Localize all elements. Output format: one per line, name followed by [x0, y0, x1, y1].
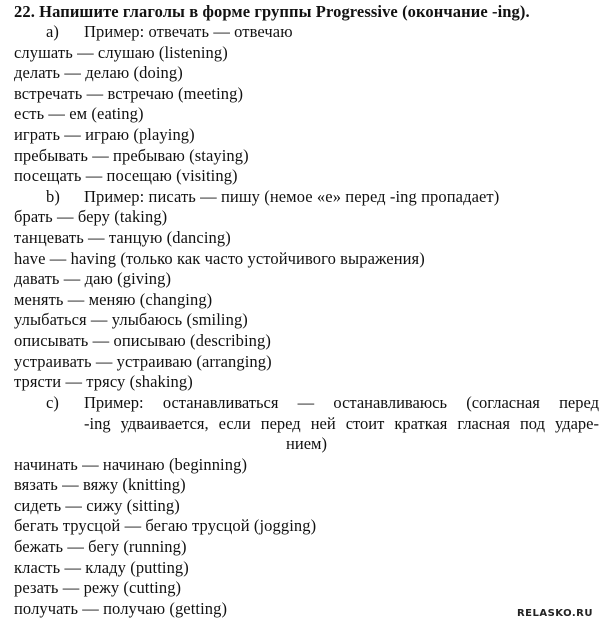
list-item: слушать — слушаю (listening) — [14, 42, 228, 62]
list-item: пребывать — пребываю (staying) — [14, 145, 249, 165]
section-b-marker: b) — [46, 186, 60, 206]
list-item: посещать — посещаю (visiting) — [14, 166, 238, 186]
section-c-example-line-3: нием) — [286, 434, 327, 454]
list-item: резать — режу (cutting) — [14, 578, 182, 598]
list-item: получать — получаю (getting) — [14, 598, 228, 618]
section-c-example-line-2: -ing удваивается, если перед ней стоит краткая гласная под ударе- — [84, 413, 599, 433]
site-watermark: RELASKO.RU — [516, 608, 593, 619]
section-a-example-line — [46, 22, 293, 42]
list-item: класть — кладу (putting) — [14, 557, 189, 577]
list-item: есть — ем (eating) — [14, 104, 144, 124]
list-item: have — having (только как часто устойчивого выражения) — [14, 248, 425, 268]
list-item: начинать — начинаю (beginning) — [14, 454, 248, 474]
list-item: встречать — встречаю (meeting) — [14, 83, 244, 103]
section-b-example-line — [46, 187, 499, 207]
section-c-example — [14, 393, 599, 455]
list-item: сидеть — сижу (sitting) — [14, 495, 180, 515]
list-item: давать — даю (giving) — [14, 269, 172, 289]
list-item: играть — играю (playing) — [14, 125, 195, 144]
section-a-marker: a) — [46, 22, 60, 41]
section-c-example-line-1: c) Пример: останавливаться — останавливаюсь (согласная перед — [46, 392, 599, 412]
exercise-heading: 22. Напишите глаголы в форме группы Progressive (окончание -ing). — [14, 2, 530, 21]
list-item: трясти — трясу (shaking) — [14, 372, 193, 392]
list-item: брать — беру (taking) — [14, 207, 168, 227]
list-item: менять — меняю (changing) — [14, 289, 213, 309]
list-item: танцевать — танцую (dancing) — [14, 228, 231, 247]
list-item: бежать — бегу (running) — [14, 537, 187, 556]
list-item: описывать — описываю (describing) — [14, 331, 271, 350]
section-c-marker: c) — [46, 392, 59, 412]
list-item: вязать — вяжу (knitting) — [14, 475, 186, 495]
list-item: улыбаться — улыбаюсь (smiling) — [14, 310, 248, 330]
list-item: делать — делаю (doing) — [14, 63, 183, 83]
list-item: бегать трусцой — бегаю трусцой (jogging) — [14, 516, 317, 536]
section-a-example: Пример: отвечать — отвечаю — [84, 22, 293, 41]
list-item: устраивать — устраиваю (arranging) — [14, 351, 272, 371]
section-b-example: Пример: писать — пишу (немое «е» перед -ing пропадает) — [84, 186, 500, 206]
